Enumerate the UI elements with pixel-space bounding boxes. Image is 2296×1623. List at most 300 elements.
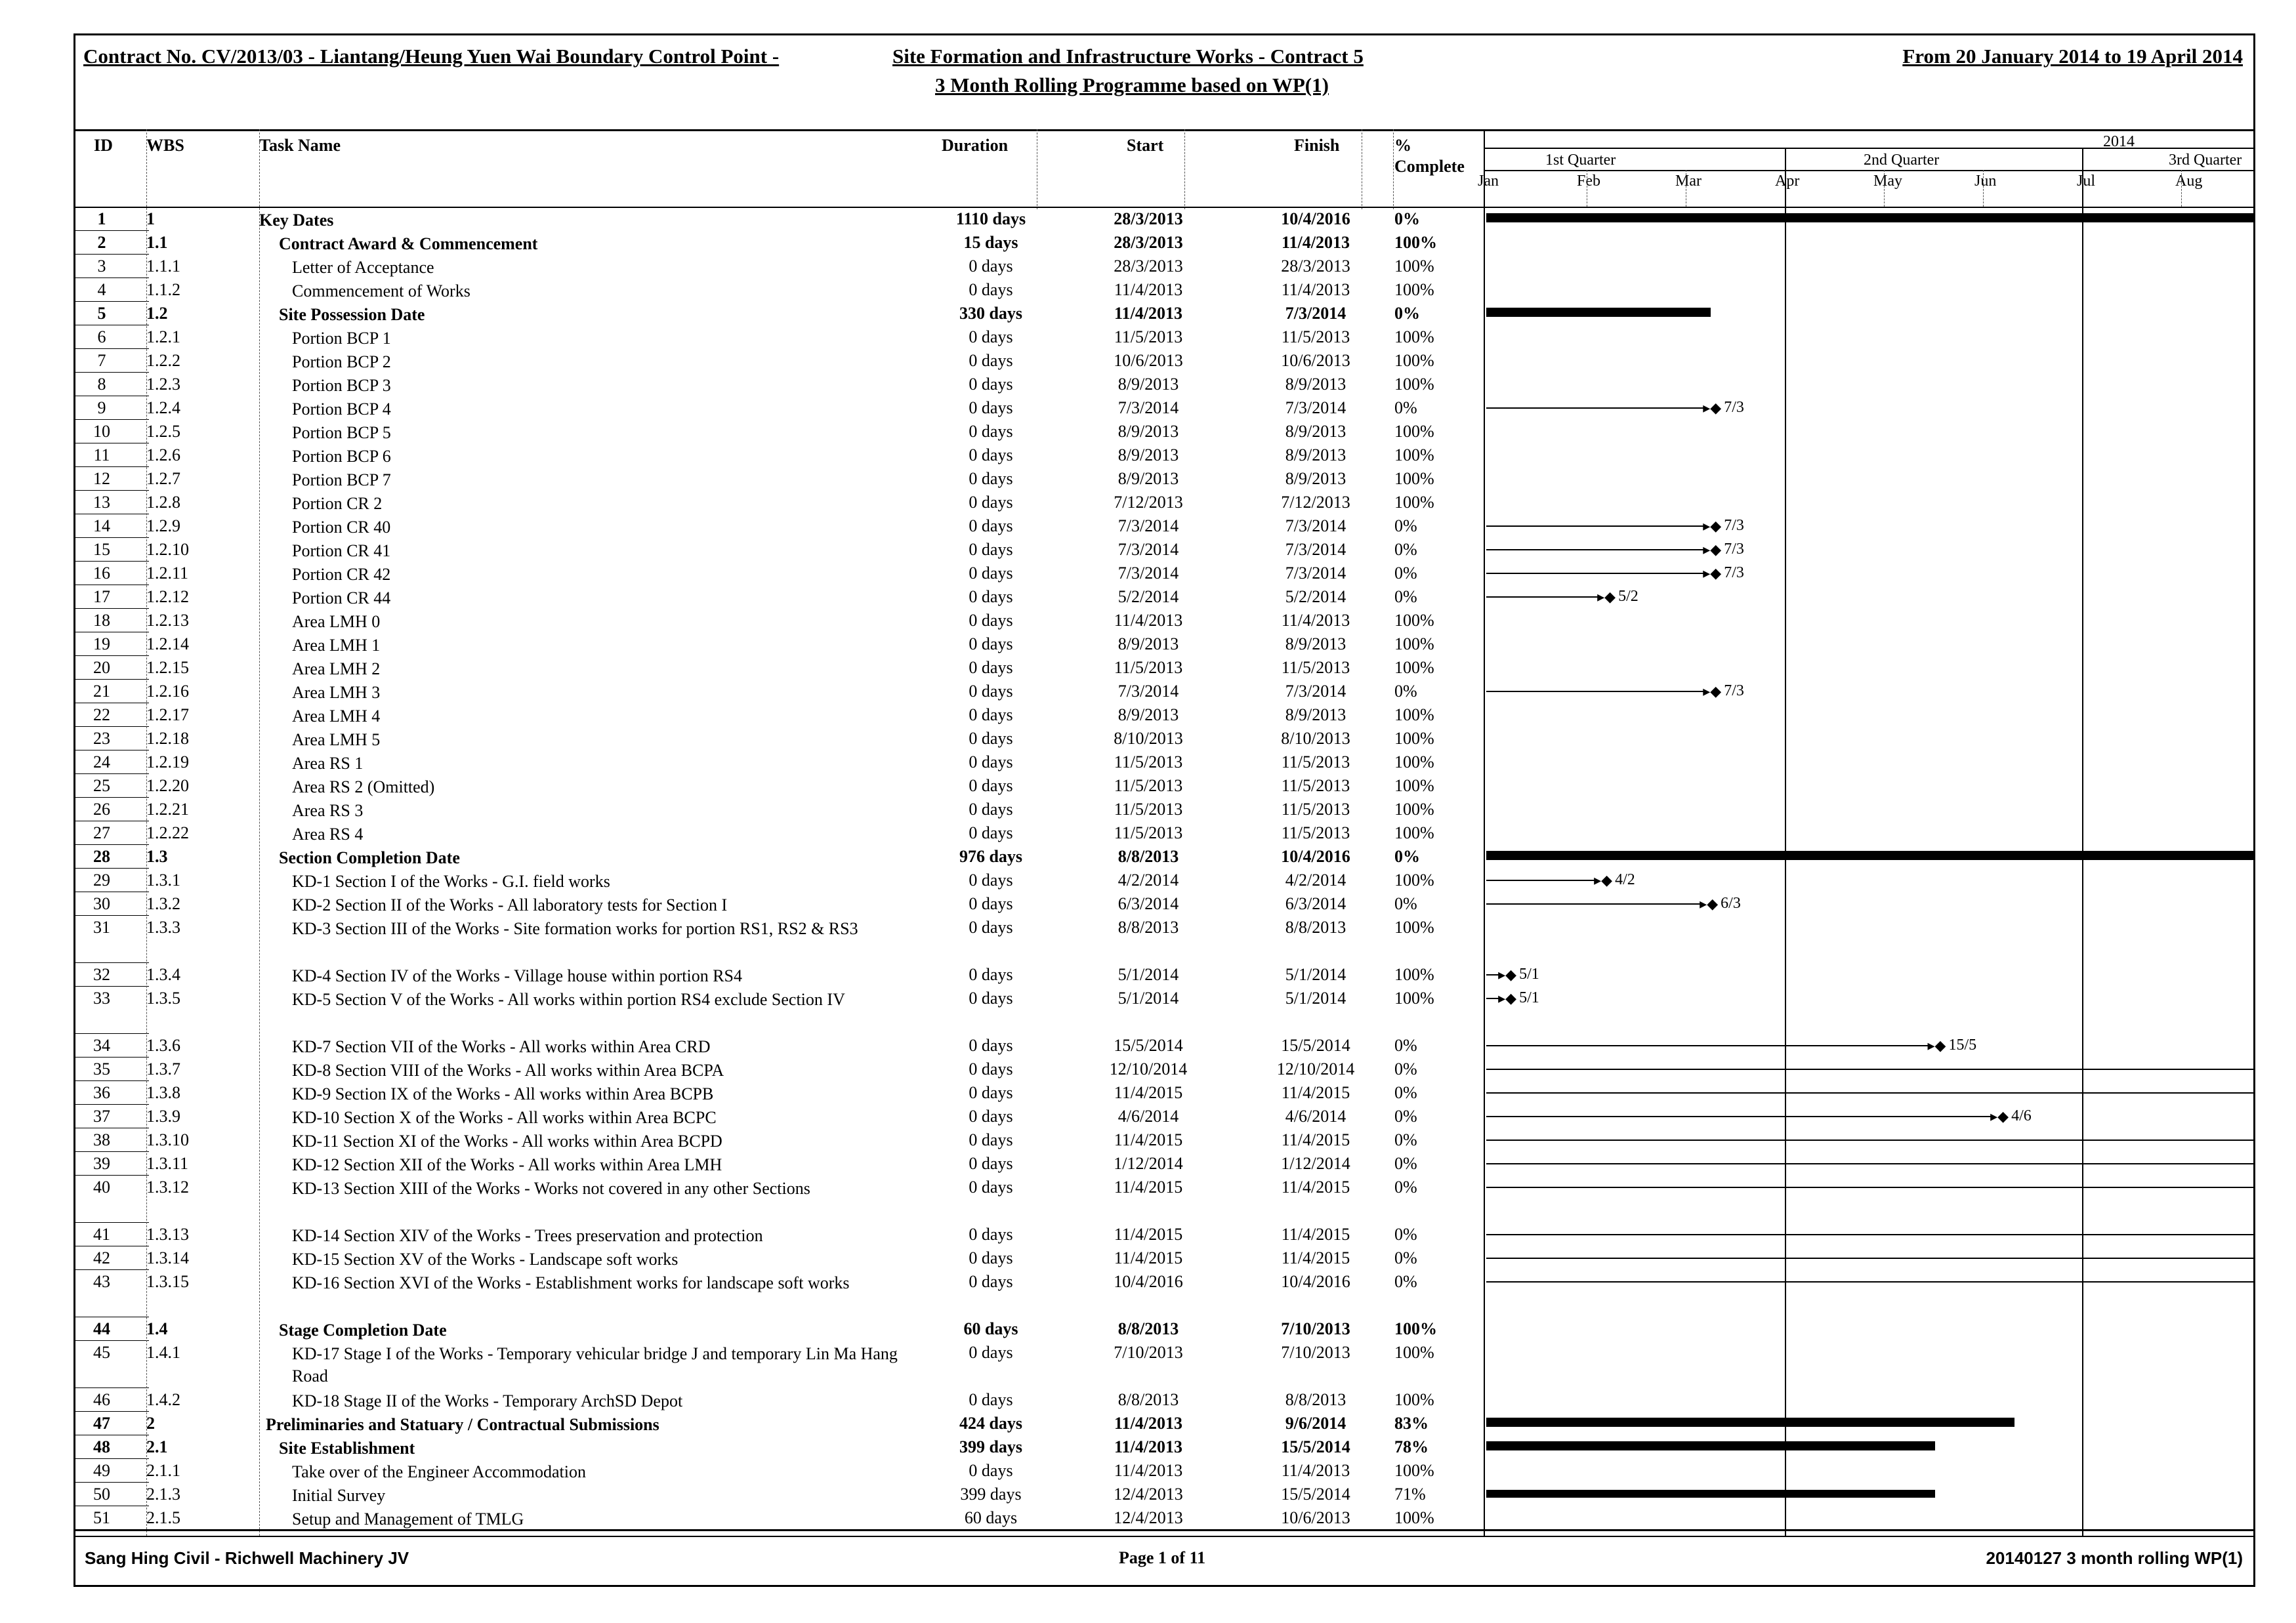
row-divider	[75, 986, 149, 987]
task-id: 37	[93, 1107, 110, 1126]
timescale-month-aug: Aug	[2175, 173, 2203, 190]
task-complete: 100%	[1394, 823, 1434, 842]
task-duration: 0 days	[969, 1130, 1013, 1149]
task-name: KD-1 Section I of the Works - G.I. field works	[292, 872, 610, 891]
task-wbs: 1.2.8	[146, 493, 180, 512]
task-finish: 6/3/2014	[1285, 894, 1346, 913]
task-complete: 100%	[1394, 1390, 1434, 1409]
task-name: Commencement of Works	[292, 281, 470, 300]
task-start: 11/4/2013	[1114, 611, 1183, 630]
col-start: Start	[1127, 136, 1164, 155]
milestone-diamond-icon: ▸◆	[1703, 400, 1722, 416]
task-finish: 11/4/2013	[1281, 280, 1350, 299]
task-complete: 100%	[1394, 351, 1434, 370]
task-finish: 12/10/2014	[1276, 1059, 1355, 1079]
task-duration: 0 days	[969, 1390, 1013, 1409]
page-footer	[75, 1529, 2253, 1585]
task-complete: 0%	[1394, 564, 1417, 583]
task-complete: 0%	[1394, 1154, 1417, 1173]
task-wbs: 1.4.1	[146, 1343, 180, 1362]
task-complete: 100%	[1394, 729, 1434, 748]
task-duration: 0 days	[969, 1083, 1013, 1102]
milestone-label: 7/3	[1724, 541, 1744, 558]
task-wbs: 1	[146, 209, 155, 228]
task-start: 8/8/2013	[1117, 1319, 1179, 1338]
task-wbs: 1.2.2	[146, 351, 180, 370]
task-duration: 0 days	[969, 823, 1013, 842]
task-name: Portion BCP 2	[292, 352, 391, 371]
task-wbs: 1.1.1	[146, 257, 180, 276]
row-divider	[75, 1340, 149, 1341]
row-divider	[75, 1222, 149, 1223]
task-finish: 8/10/2013	[1281, 729, 1350, 748]
link-line	[1486, 596, 1598, 598]
row-divider	[75, 254, 149, 255]
task-name: KD-9 Section IX of the Works - All works within Area BCPB	[292, 1084, 714, 1103]
link-line	[1486, 1045, 1929, 1046]
row-divider	[75, 1033, 149, 1034]
task-start: 15/5/2014	[1114, 1036, 1183, 1055]
col-duration: Duration	[942, 136, 1009, 155]
row-divider	[75, 655, 149, 656]
task-wbs: 1.3.2	[146, 894, 180, 913]
task-duration: 0 days	[969, 682, 1013, 701]
task-id: 19	[93, 634, 110, 653]
task-name: Contract Award & Commencement	[279, 234, 538, 253]
task-start: 7/3/2014	[1117, 682, 1179, 701]
task-finish: 10/6/2013	[1281, 351, 1350, 370]
task-wbs: 1.3.9	[146, 1107, 180, 1126]
task-start: 11/5/2013	[1114, 800, 1183, 819]
link-line	[1486, 1258, 2254, 1259]
document-reference: 20140127 3 month rolling WP(1)	[1986, 1548, 2243, 1568]
task-name: Preliminaries and Statuary / Contractual Submissions	[266, 1415, 659, 1434]
task-id: 35	[93, 1059, 110, 1079]
task-complete: 0%	[1394, 1178, 1417, 1197]
task-duration: 0 days	[969, 1107, 1013, 1126]
task-id: 44	[93, 1319, 110, 1338]
task-duration: 0 days	[969, 398, 1013, 417]
task-start: 28/3/2013	[1114, 209, 1183, 228]
task-id: 1	[97, 209, 106, 228]
task-wbs: 1.2.19	[146, 752, 189, 771]
row-divider	[75, 962, 149, 963]
col-complete-pct: %	[1394, 136, 1411, 155]
task-id: 20	[93, 658, 110, 677]
task-wbs: 2.1.1	[146, 1461, 180, 1480]
row-divider	[75, 773, 149, 774]
task-wbs: 1.2.7	[146, 469, 180, 488]
task-wbs: 1.2.14	[146, 634, 189, 653]
task-wbs: 1.2.6	[146, 445, 180, 464]
milestone-diamond-icon: ▸◆	[1703, 683, 1722, 699]
summary-bar	[1486, 213, 2255, 222]
task-finish: 8/9/2013	[1285, 469, 1346, 488]
col-complete: Complete	[1394, 157, 1465, 176]
task-duration: 976 days	[959, 847, 1023, 866]
works-title: Site Formation and Infrastructure Works - Contract 5	[892, 45, 1364, 68]
task-complete: 0%	[1394, 1036, 1417, 1055]
task-name: KD-7 Section VII of the Works - All works within Area CRD	[292, 1037, 711, 1056]
task-name: Portion BCP 7	[292, 470, 391, 489]
task-name: Site Possession Date	[279, 305, 425, 324]
task-name: Stage Completion Date	[279, 1321, 447, 1340]
task-wbs: 1.2.4	[146, 398, 180, 417]
task-finish: 5/1/2014	[1285, 989, 1346, 1008]
col-task-name: Task Name	[259, 136, 341, 155]
summary-bar	[1486, 1441, 1935, 1450]
task-duration: 0 days	[969, 729, 1013, 748]
task-finish: 15/5/2014	[1281, 1485, 1350, 1504]
link-line	[1486, 691, 1704, 692]
milestone-label: 7/3	[1724, 399, 1744, 416]
col-finish: Finish	[1294, 136, 1340, 155]
col-id: ID	[94, 136, 113, 155]
task-complete: 0%	[1394, 847, 1420, 866]
task-id: 17	[93, 587, 110, 606]
task-id: 21	[93, 682, 110, 701]
task-duration: 424 days	[959, 1414, 1023, 1433]
task-complete: 100%	[1394, 1343, 1434, 1362]
title-block	[75, 35, 2253, 131]
task-start: 28/3/2013	[1114, 233, 1183, 252]
task-id: 13	[93, 493, 110, 512]
task-name: Area RS 2 (Omitted)	[292, 777, 435, 796]
grid-line	[1785, 148, 1786, 1536]
task-duration: 0 days	[969, 540, 1013, 559]
task-complete: 0%	[1394, 1130, 1417, 1149]
task-start: 11/4/2015	[1114, 1225, 1183, 1244]
task-finish: 8/9/2013	[1285, 422, 1346, 441]
milestone-label: 7/3	[1724, 564, 1744, 581]
task-name: Setup and Management of TMLG	[292, 1510, 524, 1529]
task-name: Area RS 4	[292, 825, 364, 844]
row-divider	[75, 1269, 149, 1270]
contractor-name: Sang Hing Civil - Richwell Machinery JV	[85, 1548, 409, 1568]
task-finish: 11/5/2013	[1281, 327, 1350, 346]
task-duration: 0 days	[969, 1036, 1013, 1055]
timescale-month-feb: Feb	[1577, 173, 1600, 190]
timescale-month-jul: Jul	[2077, 173, 2096, 190]
task-name: Portion CR 44	[292, 588, 391, 607]
link-line	[1486, 880, 1595, 881]
task-id: 24	[93, 752, 110, 771]
task-finish: 7/3/2014	[1285, 398, 1346, 417]
task-finish: 10/6/2013	[1281, 1508, 1350, 1527]
task-start: 7/3/2014	[1117, 398, 1179, 417]
timescale-month-jan: Jan	[1478, 173, 1499, 190]
task-wbs: 1.2.21	[146, 800, 189, 819]
task-finish: 5/1/2014	[1285, 965, 1346, 984]
task-duration: 0 days	[969, 705, 1013, 724]
task-name: Portion CR 40	[292, 518, 391, 537]
milestone-diamond-icon: ▸◆	[1594, 872, 1613, 888]
task-finish: 1/12/2014	[1281, 1154, 1350, 1173]
task-name: Area LMH 0	[292, 612, 381, 631]
grid-line	[1484, 129, 1485, 1536]
task-start: 11/4/2013	[1114, 280, 1183, 299]
schedule-table	[75, 129, 2257, 1531]
task-id: 38	[93, 1130, 110, 1149]
timescale-month-apr: Apr	[1775, 173, 1800, 190]
task-id: 16	[93, 564, 110, 583]
grid-line	[1484, 170, 2255, 171]
task-wbs: 1.2.18	[146, 729, 189, 748]
task-name: Portion BCP 5	[292, 423, 391, 442]
task-name: Portion BCP 4	[292, 400, 391, 419]
milestone-diamond-icon: ▸◆	[1927, 1037, 1946, 1054]
task-wbs: 1.3.1	[146, 871, 180, 890]
task-duration: 0 days	[969, 587, 1013, 606]
grid-line	[259, 129, 260, 1536]
task-finish: 8/9/2013	[1285, 634, 1346, 653]
row-divider	[75, 372, 149, 373]
task-start: 8/9/2013	[1117, 422, 1179, 441]
task-bar	[1486, 1490, 1935, 1498]
task-start: 4/2/2014	[1117, 871, 1179, 890]
task-complete: 100%	[1394, 327, 1434, 346]
link-line	[1486, 525, 1704, 527]
link-line	[1486, 1140, 2254, 1141]
task-finish: 5/2/2014	[1285, 587, 1346, 606]
task-finish: 11/5/2013	[1281, 752, 1350, 771]
task-finish: 11/5/2013	[1281, 658, 1350, 677]
task-start: 7/3/2014	[1117, 516, 1179, 535]
summary-bar	[1486, 1418, 2014, 1427]
task-finish: 7/3/2014	[1285, 516, 1346, 535]
task-complete: 0%	[1394, 516, 1417, 535]
milestone-diamond-icon: ▸◆	[1498, 966, 1517, 983]
row-divider	[75, 1080, 149, 1081]
timescale-month-may: May	[1873, 173, 1902, 190]
task-id: 33	[93, 989, 110, 1008]
task-finish: 11/4/2013	[1281, 1461, 1350, 1480]
task-name: Key Dates	[259, 211, 334, 230]
milestone-label: 7/3	[1724, 682, 1744, 699]
row-divider	[75, 608, 149, 609]
task-duration: 0 days	[969, 257, 1013, 276]
task-start: 4/6/2014	[1117, 1107, 1179, 1126]
task-finish: 8/8/2013	[1285, 1390, 1346, 1409]
task-id: 48	[93, 1437, 110, 1456]
task-start: 5/2/2014	[1117, 587, 1179, 606]
task-start: 11/4/2015	[1114, 1248, 1183, 1267]
task-finish: 28/3/2013	[1281, 257, 1350, 276]
task-name: Take over of the Engineer Accommodation	[292, 1462, 586, 1481]
task-start: 6/3/2014	[1117, 894, 1179, 913]
task-name: Site Establishment	[279, 1439, 415, 1458]
task-finish: 15/5/2014	[1281, 1036, 1350, 1055]
row-divider	[75, 797, 149, 798]
task-complete: 0%	[1394, 540, 1417, 559]
task-start: 11/4/2013	[1114, 1461, 1183, 1480]
task-wbs: 1.4.2	[146, 1390, 180, 1409]
milestone-diamond-icon: ▸◆	[1990, 1108, 2009, 1124]
task-wbs: 1.2.1	[146, 327, 180, 346]
task-id: 26	[93, 800, 110, 819]
milestone-diamond-icon: ▸◆	[1700, 895, 1719, 912]
task-complete: 100%	[1394, 422, 1434, 441]
task-start: 1/12/2014	[1114, 1154, 1183, 1173]
timescale-month-jun: Jun	[1974, 173, 1997, 190]
milestone-diamond-icon: ▸◆	[1703, 518, 1722, 534]
task-wbs: 1.2	[146, 304, 168, 323]
milestone-label: 15/5	[1948, 1037, 1977, 1054]
task-id: 22	[93, 705, 110, 724]
task-finish: 11/4/2015	[1281, 1248, 1350, 1267]
task-duration: 0 days	[969, 493, 1013, 512]
task-start: 11/4/2013	[1114, 1414, 1182, 1433]
row-divider	[75, 466, 149, 467]
task-id: 39	[93, 1154, 110, 1173]
timescale-month-mar: Mar	[1675, 173, 1701, 190]
task-finish: 8/9/2013	[1285, 705, 1346, 724]
task-name: Portion BCP 6	[292, 447, 391, 466]
grid-line	[1983, 170, 1984, 207]
task-wbs: 1.3.8	[146, 1083, 180, 1102]
task-complete: 0%	[1394, 894, 1417, 913]
task-complete: 100%	[1394, 871, 1434, 890]
task-id: 11	[93, 445, 110, 464]
task-start: 12/10/2014	[1109, 1059, 1188, 1079]
task-duration: 0 days	[969, 752, 1013, 771]
task-id: 14	[93, 516, 110, 535]
task-duration: 0 days	[969, 280, 1013, 299]
task-name: Initial Survey	[292, 1486, 386, 1505]
task-duration: 60 days	[963, 1319, 1018, 1338]
milestone-diamond-icon: ▸◆	[1703, 541, 1722, 558]
row-divider	[75, 1387, 149, 1388]
task-name: Area LMH 2	[292, 659, 381, 678]
link-line	[1486, 1234, 2254, 1235]
task-id: 6	[97, 327, 106, 346]
row-divider	[75, 1057, 149, 1058]
date-range: From 20 January 2014 to 19 April 2014	[1902, 45, 2243, 68]
task-id: 4	[97, 280, 106, 299]
milestone-label: 4/6	[2011, 1107, 2032, 1124]
task-id: 8	[97, 375, 106, 394]
task-start: 11/4/2013	[1114, 304, 1182, 323]
task-name: Area LMH 1	[292, 636, 381, 655]
task-start: 12/4/2013	[1114, 1508, 1183, 1527]
task-wbs: 2.1.3	[146, 1485, 180, 1504]
task-start: 8/9/2013	[1117, 375, 1179, 394]
task-duration: 0 days	[969, 375, 1013, 394]
task-complete: 0%	[1394, 587, 1417, 606]
link-line	[1486, 549, 1704, 550]
task-duration: 0 days	[969, 516, 1013, 535]
link-line	[1486, 1187, 2254, 1188]
task-wbs: 2.1	[146, 1437, 168, 1456]
link-line	[1486, 974, 1499, 976]
task-id: 43	[93, 1272, 110, 1291]
task-finish: 11/4/2015	[1281, 1225, 1350, 1244]
task-complete: 0%	[1394, 1107, 1417, 1126]
task-start: 7/12/2013	[1114, 493, 1183, 512]
summary-bar	[1486, 851, 2255, 860]
task-id: 28	[93, 847, 110, 866]
grid-line	[75, 207, 2255, 208]
task-id: 40	[93, 1178, 110, 1197]
task-duration: 0 days	[969, 351, 1013, 370]
timescale-quarter-3: 3rd Quarter	[2169, 152, 2242, 169]
task-complete: 71%	[1394, 1485, 1426, 1504]
task-wbs: 1.2.17	[146, 705, 189, 724]
task-wbs: 1.3.13	[146, 1225, 189, 1244]
task-complete: 100%	[1394, 918, 1434, 937]
task-start: 8/9/2013	[1117, 469, 1179, 488]
link-line	[1486, 1092, 2254, 1094]
task-duration: 0 days	[969, 918, 1013, 937]
task-finish: 7/12/2013	[1281, 493, 1350, 512]
task-complete: 0%	[1394, 1225, 1417, 1244]
task-finish: 11/4/2013	[1281, 233, 1350, 252]
task-name: Portion CR 2	[292, 494, 383, 513]
task-start: 11/4/2013	[1114, 1437, 1182, 1456]
milestone-diamond-icon: ▸◆	[1597, 588, 1616, 605]
task-wbs: 1.2.9	[146, 516, 180, 535]
task-complete: 100%	[1394, 611, 1434, 630]
link-line	[1486, 1069, 2254, 1070]
task-start: 8/8/2013	[1117, 1390, 1179, 1409]
task-id: 50	[93, 1485, 110, 1504]
milestone-diamond-icon: ▸◆	[1703, 565, 1722, 581]
task-start: 5/1/2014	[1117, 989, 1179, 1008]
task-id: 29	[93, 871, 110, 890]
milestone-label: 5/2	[1618, 588, 1639, 605]
task-id: 15	[93, 540, 110, 559]
task-duration: 330 days	[959, 304, 1023, 323]
task-duration: 0 days	[969, 611, 1013, 630]
task-start: 7/10/2013	[1114, 1343, 1183, 1362]
row-divider	[75, 277, 149, 278]
task-start: 10/6/2013	[1114, 351, 1183, 370]
row-divider	[75, 1411, 149, 1412]
task-finish: 7/3/2014	[1285, 682, 1346, 701]
task-id: 30	[93, 894, 110, 913]
task-wbs: 1.2.3	[146, 375, 180, 394]
task-finish: 15/5/2014	[1281, 1437, 1350, 1456]
task-start: 8/8/2013	[1117, 918, 1179, 937]
task-finish: 11/5/2013	[1281, 823, 1350, 842]
task-name: KD-10 Section X of the Works - All works within Area BCPC	[292, 1108, 717, 1127]
task-complete: 100%	[1394, 989, 1434, 1008]
task-name: Area LMH 4	[292, 707, 381, 726]
task-finish: 7/3/2014	[1285, 564, 1346, 583]
task-complete: 100%	[1394, 233, 1437, 252]
task-finish: 10/4/2016	[1281, 209, 1350, 228]
task-duration: 0 days	[969, 871, 1013, 890]
task-name: KD-4 Section IV of the Works - Village house within portion RS4	[292, 966, 743, 985]
task-complete: 78%	[1394, 1437, 1429, 1456]
task-id: 45	[93, 1343, 110, 1362]
task-id: 51	[93, 1508, 110, 1527]
task-start: 5/1/2014	[1117, 965, 1179, 984]
task-name: KD-15 Section XV of the Works - Landscape soft works	[292, 1250, 678, 1269]
task-wbs: 1.3.6	[146, 1036, 180, 1055]
task-id: 5	[97, 304, 106, 323]
task-start: 11/4/2015	[1114, 1178, 1183, 1197]
task-complete: 0%	[1394, 1083, 1417, 1102]
row-divider	[75, 419, 149, 420]
task-wbs: 1.1.2	[146, 280, 180, 299]
task-finish: 4/6/2014	[1285, 1107, 1346, 1126]
task-id: 9	[97, 398, 106, 417]
task-finish: 4/2/2014	[1285, 871, 1346, 890]
row-divider	[75, 490, 149, 491]
task-complete: 100%	[1394, 1461, 1434, 1480]
row-divider	[75, 844, 149, 845]
